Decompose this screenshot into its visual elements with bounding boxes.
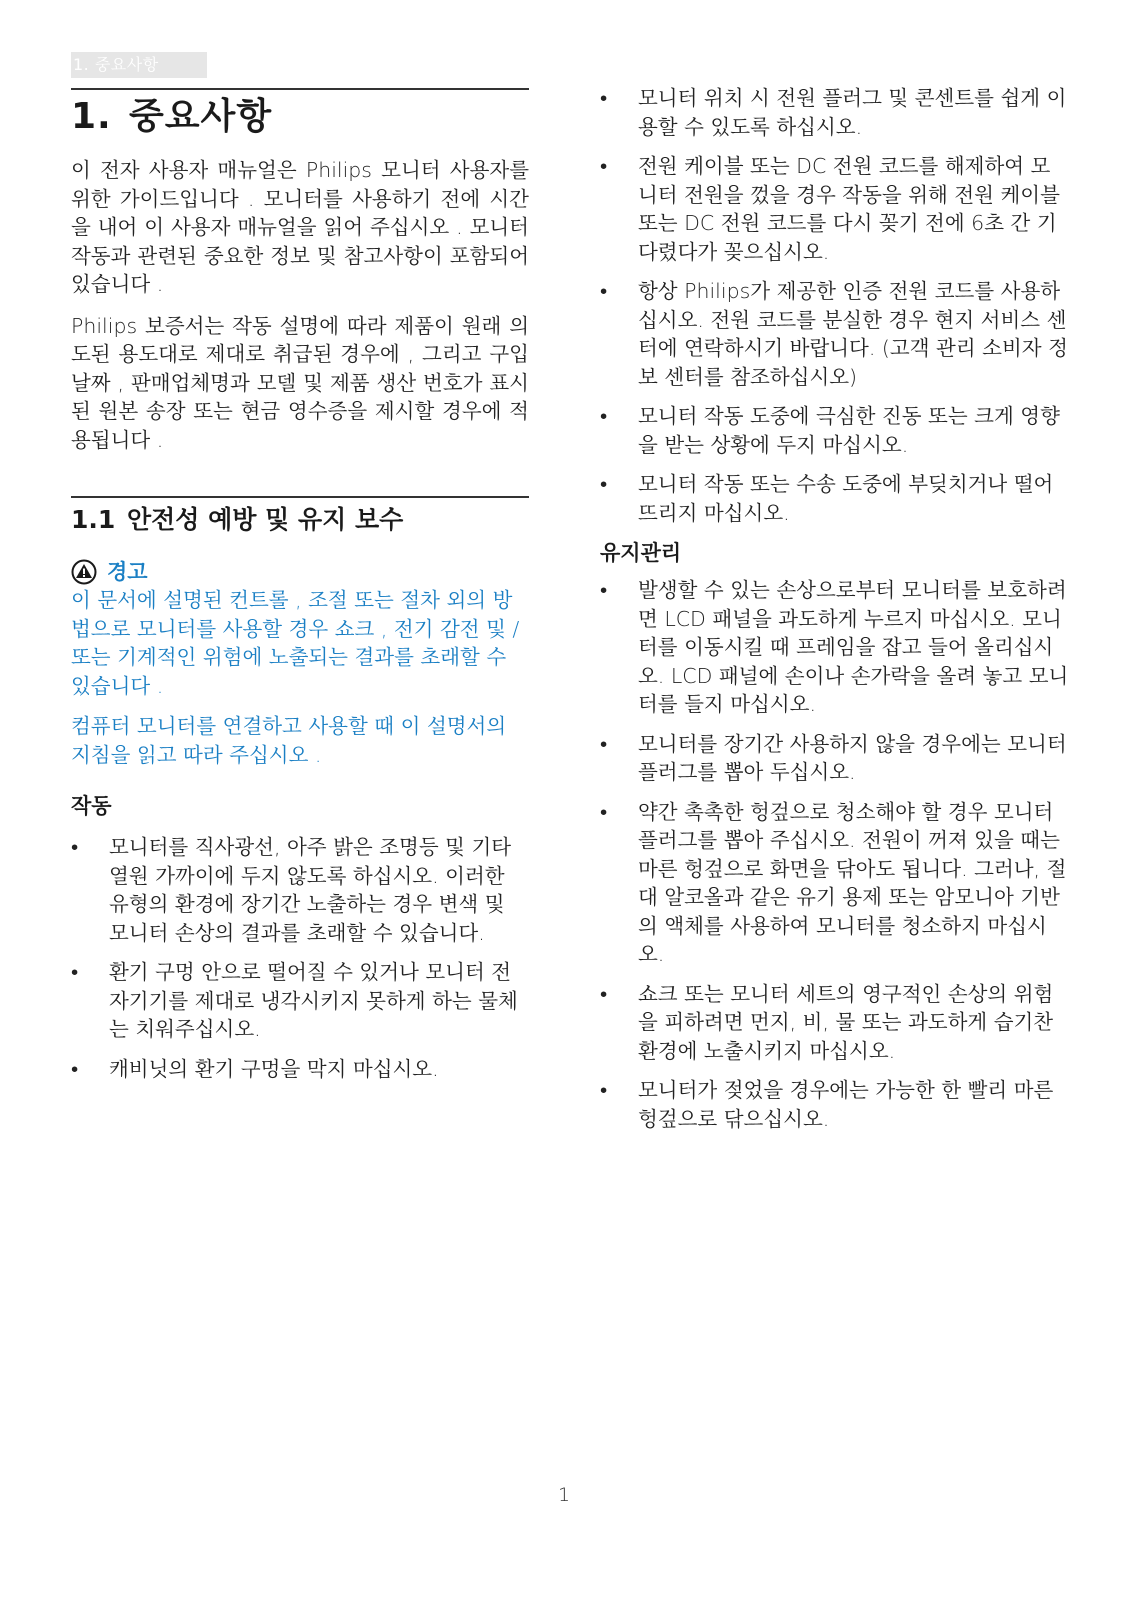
list-item xyxy=(600,470,1070,527)
title-text: 중요사항 xyxy=(129,96,273,137)
bullet: • xyxy=(600,1078,608,1102)
bullet: • xyxy=(71,960,79,984)
page-number: 1 xyxy=(557,1484,571,1506)
section-number: 1.1 xyxy=(71,505,116,534)
operation-heading: 작동 xyxy=(71,794,112,818)
list-item-text: 쇼크 또는 모니터 세트의 영구적인 손상의 위험을 피하려면 먼지, 비, 물 또는 과도하게 습기찬 환경에 노출시키지 마십시오. xyxy=(638,981,1054,1063)
list-item-text: 발생할 수 있는 손상으로부터 모니터를 보호하려면 LCD 패널을 과도하게 누르지 마십시오. 모니터를 이동시킬 때 프레임을 잡고 들어 올리십시오. LCD 패널에 손이나 손가락을 올려 놓고 모니터를 들지 마십시오. xyxy=(638,578,1069,716)
warning-paragraph: 컴퓨터 모니터를 연결하고 사용할 때 이 설명서의 지침을 읽고 따라 주십시오 . xyxy=(71,714,507,767)
section-tab: 1. 중요사항 xyxy=(71,52,207,78)
bullet: • xyxy=(600,279,608,303)
list-item-text: 모니터를 직사광선, 아주 밝은 조명등 및 기타 열원 가까이에 두지 않도록 하십시오. 이러한 유형의 환경에 장기간 노출하는 경우 변색 및 모니터 손상의 결과를 초래할 수 있습니다. xyxy=(109,835,512,945)
intro-paragraph: 이 전자 사용자 매뉴얼은 Philips 모니터 사용자를 위한 가이드입니다 . 모니터를 사용하기 전에 시간을 내어 이 사용자 매뉴얼을 읽어 주십시오 . 모니터 작동과 관련된 중요한 정보 및 참고사항이 포함되어 있습니다 . xyxy=(71,158,529,296)
maintenance-list xyxy=(600,576,1070,1133)
intro xyxy=(71,156,529,454)
warning-title xyxy=(71,558,529,586)
operation-list xyxy=(71,833,529,1083)
list-item-text: 모니터 작동 도중에 극심한 진동 또는 크게 영향을 받는 상황에 두지 마십시오. xyxy=(638,404,1060,457)
list-item xyxy=(71,1055,529,1084)
warning-paragraph: 이 문서에 설명된 컨트롤 , 조절 또는 절차 외의 방법으로 모니터를 사용할 경우 쇼크 , 전기 감전 및 / 또는 기계적인 위험에 노출되는 결과를 초래할 수 있습니다 . xyxy=(71,588,520,698)
list-item-text: 항상 Philips가 제공한 인증 전원 코드를 사용하십시오. 전원 코드를 분실한 경우 현지 서비스 센터에 연락하시기 바랍니다. (고객 관리 소비자 정보 센터를 참조하십시오) xyxy=(638,279,1068,389)
bullet: • xyxy=(71,835,79,859)
list-item xyxy=(71,958,529,1044)
section-heading xyxy=(71,496,529,536)
list-item xyxy=(600,980,1070,1066)
warning-block xyxy=(71,558,529,769)
list-item xyxy=(600,402,1070,459)
list-item-text: 약간 촉촉한 헝겊으로 청소해야 할 경우 모니터 플러그를 뽑아 주십시오. 전원이 꺼져 있을 때는 마른 헝겊으로 화면을 닦아도 됩니다. 그러나, 절대 알코올과 같은 유기 용제 또는 암모니아 기반의 액체를 사용하여 모니터를 청소하지 마십시오. xyxy=(638,799,1067,966)
left-column xyxy=(71,88,529,1094)
warning-icon xyxy=(71,559,97,585)
page-title xyxy=(71,90,529,140)
list-item xyxy=(600,730,1070,787)
list-item-text: 모니터 위치 시 전원 플러그 및 콘센트를 쉽게 이용할 수 있도록 하십시오. xyxy=(638,86,1067,139)
bullet: • xyxy=(600,154,608,178)
list-item-text: 전원 케이블 또는 DC 전원 코드를 해제하여 모니터 전원을 껐을 경우 작동을 위해 전원 케이블 또는 DC 전원 코드를 다시 꽂기 전에 6초 간 기다렸다가 꽂으십시오. xyxy=(638,154,1060,264)
operation-list-continued xyxy=(600,84,1070,527)
list-item xyxy=(71,833,529,947)
bullet: • xyxy=(600,404,608,428)
bullet: • xyxy=(600,86,608,110)
list-item-text: 캐비닛의 환기 구멍을 막지 마십시오. xyxy=(109,1056,439,1081)
list-item-text: 모니터 작동 또는 수송 도중에 부딪치거나 떨어뜨리지 마십시오. xyxy=(638,472,1054,525)
list-item xyxy=(600,798,1070,969)
list-item xyxy=(600,576,1070,719)
maintenance-heading: 유지관리 xyxy=(600,541,682,565)
list-item xyxy=(600,1076,1070,1133)
list-item-text: 모니터가 젖었을 경우에는 가능한 한 빨리 마른 헝겊으로 닦으십시오. xyxy=(638,1078,1054,1131)
list-item xyxy=(600,152,1070,266)
list-item xyxy=(600,277,1070,391)
bullet: • xyxy=(600,799,608,824)
bullet: • xyxy=(600,578,608,602)
section-title: 안전성 예방 및 유지 보수 xyxy=(127,505,404,534)
bullet: • xyxy=(71,1056,79,1081)
intro-paragraph: Philips 보증서는 작동 설명에 따라 제품이 원래 의도된 용도대로 제대로 취급된 경우에 , 그리고 구입 날짜 , 판매업체명과 모델 및 제품 생산 번호가 표시된 원본 송장 또는 현금 영수증을 제시할 경우에 적용됩니다 . xyxy=(71,313,529,452)
list-item-text: 모니터를 장기간 사용하지 않을 경우에는 모니터 플러그를 뽑아 두십시오. xyxy=(638,731,1067,784)
bullet: • xyxy=(600,731,608,756)
warning-label: 경고 xyxy=(107,560,148,584)
bullet: • xyxy=(600,472,608,496)
right-column xyxy=(600,84,1070,1144)
list-item-text: 환기 구멍 안으로 떨어질 수 있거나 모니터 전자기기를 제대로 냉각시키지 못하게 하는 물체는 치워주십시오. xyxy=(109,960,518,1041)
bullet: • xyxy=(600,981,608,1006)
title-number: 1. xyxy=(71,96,112,137)
list-item xyxy=(600,84,1070,141)
